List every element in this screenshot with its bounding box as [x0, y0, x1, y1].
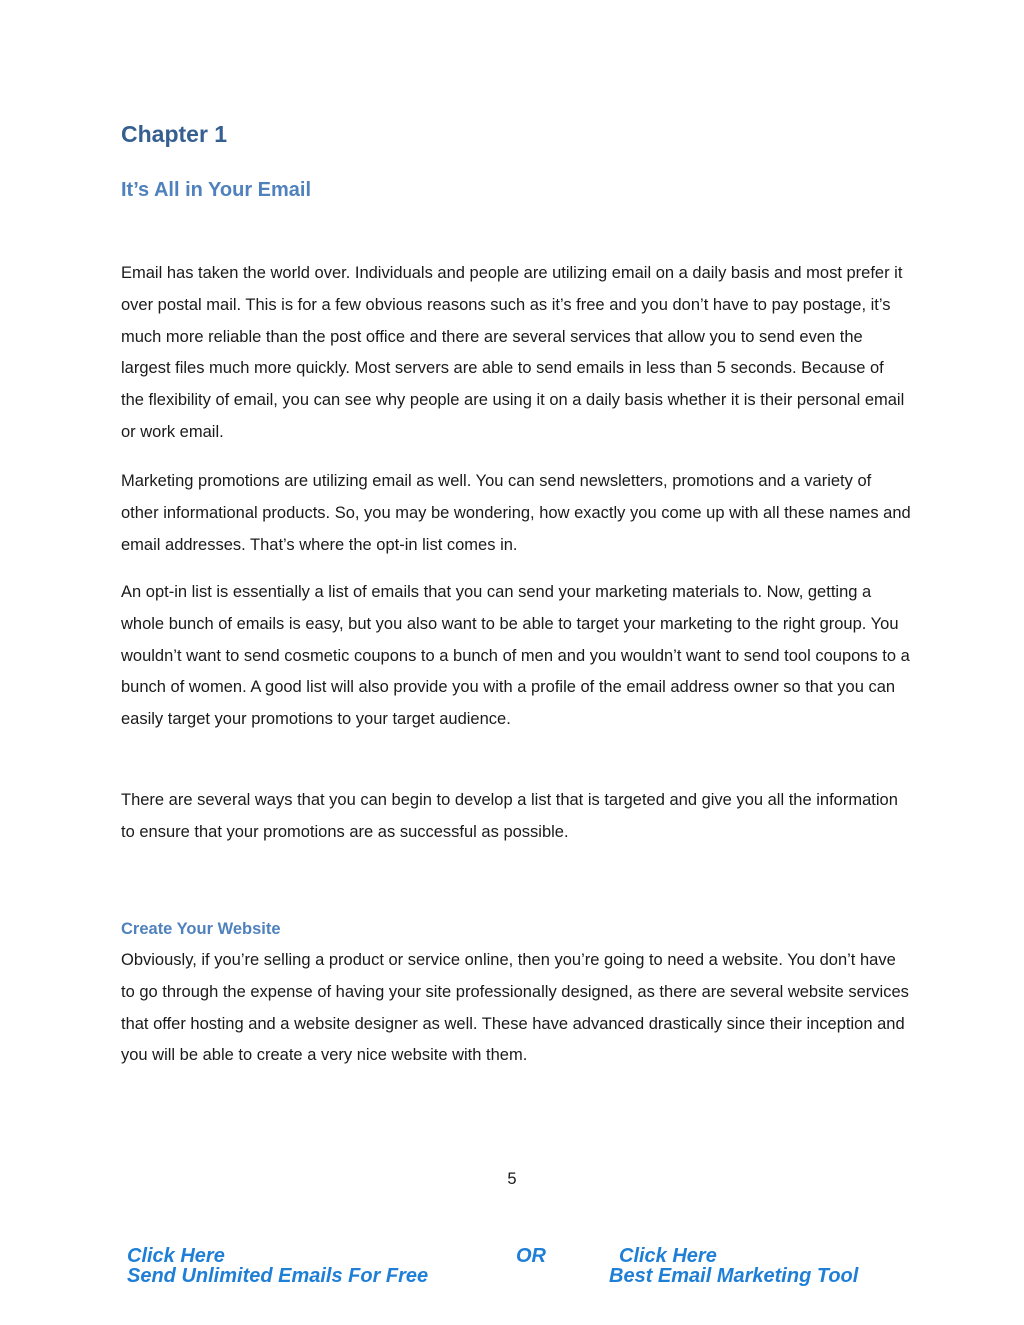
paragraph-3: An opt-in list is essentially a list of emails that you can send your marketing materials to. Now, getting a whole bunch of emails is easy, but you also want to be able to target your marketing to the right group. You wouldn’t want to send cosmetic coupons to a bunch of men and you wouldn’t want to send tool coupons to a bunch of women. A good list will also provide you with a profile of the email address owner so that you can easily target your promotions to your target audience. — [121, 583, 910, 729]
footer-right-offer-link[interactable]: Best Email Marketing Tool — [609, 1265, 859, 1287]
paragraph-2: Marketing promotions are utilizing email as well. You can send newsletters, promotions and a variety of other informational products. So, you may be wondering, how exactly you come up with all these names and email addresses. That’s where the opt-in list comes in. — [121, 472, 911, 554]
section-heading: Create Your Website — [121, 920, 281, 938]
chapter-subtitle: It’s All in Your Email — [121, 179, 312, 201]
footer-left-click-here-link[interactable]: Click Here — [127, 1245, 225, 1267]
footer-or-label: OR — [516, 1245, 546, 1267]
paragraph-4: There are several ways that you can begin to develop a list that is targeted and give you all the information to ensure that your promotions are as successful as possible. — [121, 791, 898, 841]
paragraph-1: Email has taken the world over. Individuals and people are utilizing email on a daily basis and most prefer it over postal mail. This is for a few obvious reasons such as it’s free and you don’t have to pay postage, it’s much more reliable than the post office and there are several services that allow you to send even the largest files much more quickly. Most servers are able to send emails in less than 5 seconds. Because of the flexibility of email, you can see why people are using it on a daily basis whether it is their personal email or work email. — [121, 264, 905, 441]
page-number: 5 — [507, 1170, 517, 1188]
chapter-title: Chapter 1 — [121, 121, 228, 147]
footer-left-offer-link[interactable]: Send Unlimited Emails For Free — [127, 1265, 429, 1287]
section-paragraph: Obviously, if you’re selling a product or service online, then you’re going to need a website. You don’t have to go through the expense of having your site professionally designed, as there are several website services that offer hosting and a website designer as well. These have advanced drastically since their inception and you will be able to create a very nice website with them. — [121, 951, 909, 1065]
footer-right-click-here-link[interactable]: Click Here — [619, 1245, 717, 1267]
